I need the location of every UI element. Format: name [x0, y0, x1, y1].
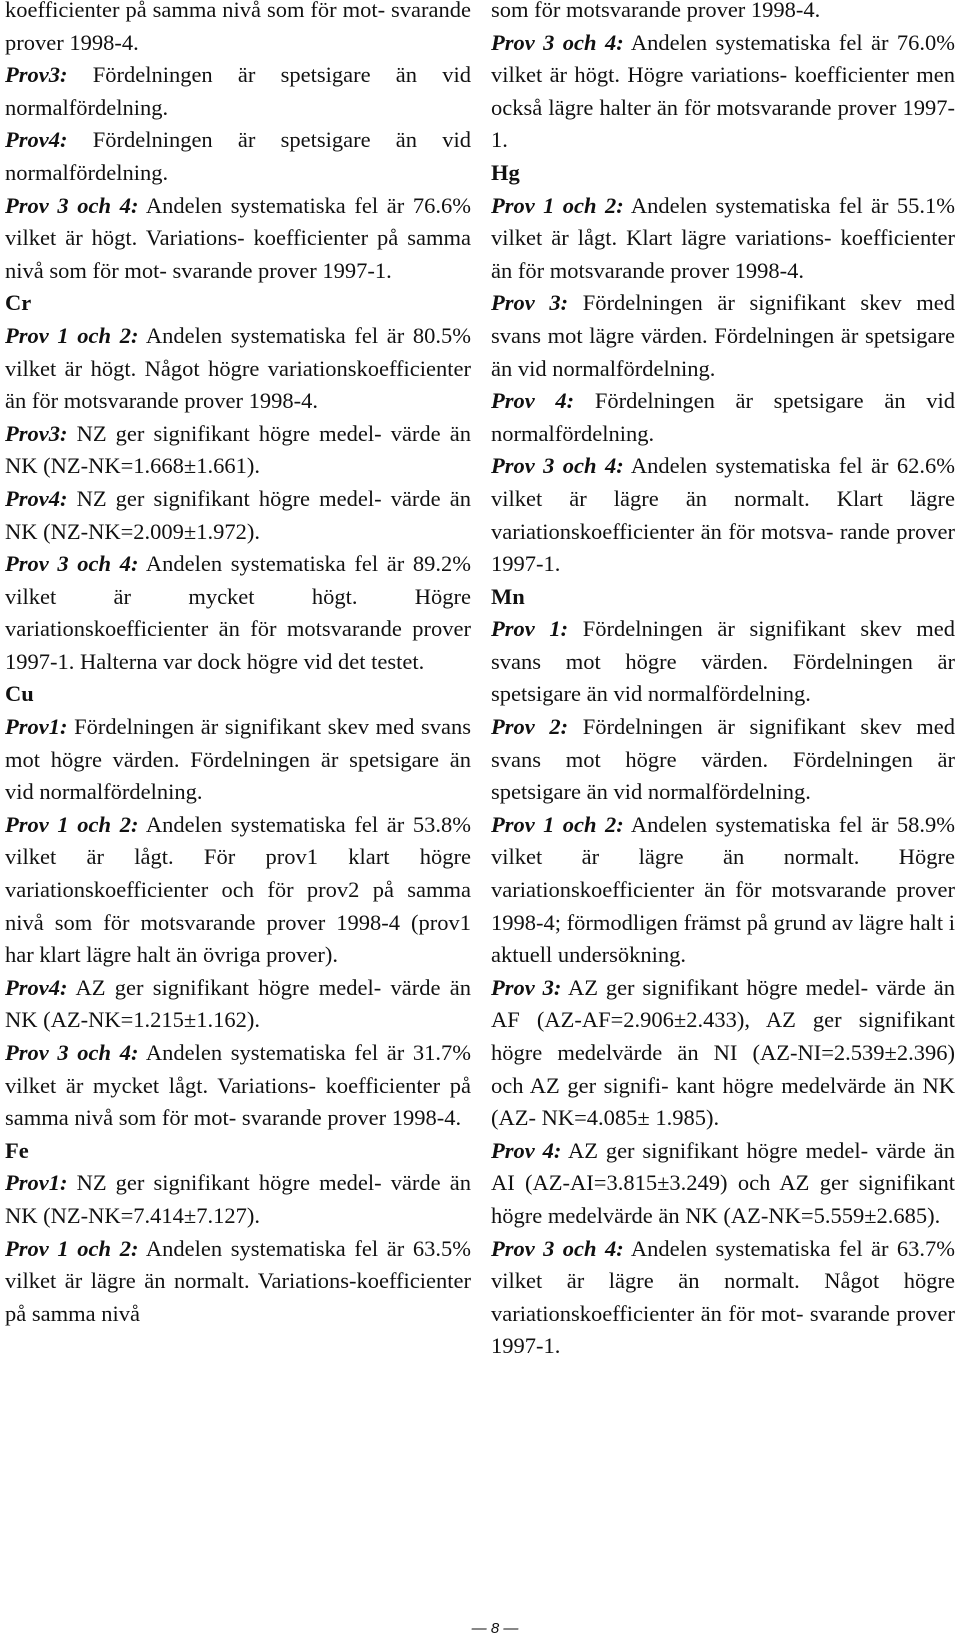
cu-prov12-text: Andelen systematiska fel är 53.8% vilket är lågt. För prov1 klart högre variationskoefficienter och för prov2 på samma nivå som för motsvarande prover 1998-4 (prov1 har klart lägre halt än övriga prover). — [5, 811, 471, 968]
cr-prov3-paragraph — [5, 418, 471, 483]
sb-prov3-paragraph — [5, 59, 471, 124]
hg-prov3-paragraph — [491, 287, 955, 385]
mn-prov1-label: Prov 1: — [491, 616, 569, 642]
cr-prov3-text: NZ ger signifikant högre medel- värde än NK (NZ-NK=1.668±1.661). — [5, 420, 471, 479]
cu-prov12-label: Prov 1 och 2: — [5, 811, 139, 837]
mn-prov4-text: AZ ger signifikant högre medel- värde än AI (AZ-AI=3.815±3.249) och AZ ger signifikant högre medelvärde än NK (AZ-NK=5.559±2.685). — [491, 1137, 955, 1228]
sb-prov3-label: Prov3: — [5, 62, 68, 88]
cu-heading: Cu — [5, 681, 34, 707]
mn-prov2-label: Prov 2: — [491, 714, 569, 740]
hg-prov3-text: Fördelningen är signifikant skev med svans mot lägre värden. Fördelningen är spetsigare än vid normalfördelning. — [491, 290, 955, 381]
hg-prov34-label: Prov 3 och 4: — [491, 453, 624, 479]
sb-prov34-text: Andelen systematiska fel är 76.6% vilket är högt. Variations- koefficienter på samma nivå som för mot- svarande prover 1997-1. — [5, 192, 471, 283]
mn-prov3-paragraph — [491, 972, 955, 1135]
mn-prov34-label: Prov 3 och 4: — [491, 1235, 624, 1261]
cr-prov3-label: Prov3: — [5, 420, 68, 446]
right-intro-paragraph — [491, 0, 955, 27]
mn-prov12-paragraph — [491, 809, 955, 972]
mn-prov34-text: Andelen systematiska fel är 63.7% vilket är lägre än normalt. Något högre variationskoefficienter än för mot- svarande prover 1997-1. — [491, 1235, 955, 1359]
mn-prov34-paragraph — [491, 1233, 955, 1363]
hg-prov4-label: Prov 4: — [491, 388, 575, 414]
fe-prov1-text: NZ ger signifikant högre medel- värde än NK (NZ-NK=7.414±7.127). — [5, 1170, 471, 1228]
cr-prov4-label: Prov4: — [5, 485, 68, 511]
cu-prov12-paragraph — [5, 809, 471, 972]
cu-prov1-text: Fördelningen är signifikant skev med svans mot högre värden. Fördelningen är spetsigare än vid normalfördelning. — [5, 714, 471, 805]
mn-prov1-text: Fördelningen är signifikant skev med svans mot högre värden. Fördelningen är spetsigare än vid normalfördelning. — [491, 616, 955, 707]
sb-prov3-text: Fördelningen är spetsigare än vid normalfördelning. — [5, 62, 471, 120]
hg-heading: Hg — [491, 159, 520, 185]
cu-prov1-paragraph — [5, 711, 471, 809]
mn-prov4-paragraph — [491, 1135, 955, 1233]
fe-prov34-text: Andelen systematiska fel är 76.0% vilket är högt. Högre variations- koefficienter men också lägre halter än för motsvarande prover 1997-1. — [491, 29, 955, 153]
fe-prov12-text: Andelen systematiska fel är 63.5% vilket är lägre än normalt. Variations-koefficienter på samma nivå — [5, 1235, 471, 1326]
cr-prov4-text: NZ ger signifikant högre medel- värde än NK (NZ-NK=2.009±1.972). — [5, 485, 471, 544]
right-column — [491, 0, 955, 1363]
sb-prov34-label: Prov 3 och 4: — [5, 192, 139, 218]
sb-prov4-text: Fördelningen är spetsigare än vid normalfördelning. — [5, 127, 471, 185]
mn-prov12-label: Prov 1 och 2: — [491, 811, 624, 837]
left-intro-text: koefficienter på samma nivå som för mot- svarande prover 1998-4. — [5, 0, 471, 55]
hg-prov12-label: Prov 1 och 2: — [491, 192, 624, 218]
fe-prov34-paragraph — [491, 27, 955, 157]
cu-prov34-text: Andelen systematiska fel är 31.7% vilket är mycket lågt. Variations- koefficienter på samma nivå som för mot- svarande prover 1998-4. — [5, 1040, 471, 1131]
mn-prov12-text: Andelen systematiska fel är 58.9% vilket är lägre än normalt. Högre variationskoefficienter än för motsvarande prover 1998-4; förmodligen främst på grund av lägre halt i aktuell undersökning. — [491, 811, 955, 968]
cr-prov34-text: Andelen systematiska fel är 89.2% vilket är mycket högt. Högre variationskoefficienter än för motsvarande prover 1997-1. Halterna var dock högre vid det testet. — [5, 551, 471, 674]
sb-prov34-paragraph — [5, 190, 471, 288]
hg-prov4-text: Fördelningen är spetsigare än vid normalfördelning. — [491, 388, 955, 446]
fe-heading: Fe — [5, 1137, 29, 1163]
left-intro-paragraph — [5, 0, 471, 59]
mn-prov2-text: Fördelningen är signifikant skev med svans mot högre värden. Fördelningen är spetsigare än vid normalfördelning. — [491, 714, 955, 805]
cr-prov34-paragraph — [5, 548, 471, 678]
hg-prov12-text: Andelen systematiska fel är 55.1% vilket är lågt. Klart lägre variations- koefficienter än för motsvarande prover 1998-4. — [491, 192, 955, 283]
hg-prov34-paragraph — [491, 450, 955, 580]
sb-prov4-label: Prov4: — [5, 127, 68, 153]
mn-prov3-label: Prov 3: — [491, 974, 562, 1000]
mn-prov1-paragraph — [491, 613, 955, 711]
fe-prov12-paragraph — [5, 1233, 471, 1331]
cr-prov12-label: Prov 1 och 2: — [5, 322, 139, 348]
mn-heading: Mn — [491, 583, 525, 609]
hg-prov34-text: Andelen systematiska fel är 62.6% vilket är lägre än normalt. Klart lägre variationskoefficienter än för motsva- rande prover 1997-1. — [491, 453, 955, 577]
fe-prov1-paragraph — [5, 1167, 471, 1232]
cu-prov4-label: Prov4: — [5, 974, 68, 1000]
mn-prov4-label: Prov 4: — [491, 1137, 562, 1163]
left-column — [5, 0, 471, 1330]
fe-prov34-label: Prov 3 och 4: — [491, 29, 624, 55]
right-intro-text: som för motsvarande prover 1998-4. — [491, 0, 821, 22]
hg-prov4-paragraph — [491, 385, 955, 450]
fe-prov12-label: Prov 1 och 2: — [5, 1235, 139, 1261]
cr-prov34-label: Prov 3 och 4: — [5, 551, 139, 577]
cu-prov4-text: AZ ger signifikant högre medel- värde än NK (AZ-NK=1.215±1.162). — [5, 974, 471, 1033]
fe-prov1-label: Prov1: — [5, 1170, 68, 1196]
cr-prov4-paragraph — [5, 483, 471, 548]
cu-prov34-paragraph — [5, 1037, 471, 1135]
cu-prov1-label: Prov1: — [5, 714, 68, 740]
hg-prov3-label: Prov 3: — [491, 290, 569, 316]
cu-prov34-label: Prov 3 och 4: — [5, 1040, 139, 1065]
cr-prov12-text: Andelen systematiska fel är 80.5% vilket är högt. Något högre variationskoefficienter än för motsvarande prover 1998-4. — [5, 322, 471, 414]
page-number: — 8 — — [471, 1620, 519, 1637]
cu-prov4-paragraph — [5, 972, 471, 1037]
mn-prov3-text: AZ ger signifikant högre medel- värde än AF (AZ-AF=2.906±2.433), AZ ger signifikant högre medelvärde än NI (AZ-NI=2.539±2.396) och AZ ger signifi- kant högre medelvärde än NK (AZ- NK=4.085± 1.985). — [491, 974, 955, 1131]
sb-prov4-paragraph — [5, 124, 471, 189]
cr-prov12-paragraph — [5, 320, 471, 418]
cr-heading: Cr — [5, 290, 32, 316]
hg-prov12-paragraph — [491, 190, 955, 288]
mn-prov2-paragraph — [491, 711, 955, 809]
